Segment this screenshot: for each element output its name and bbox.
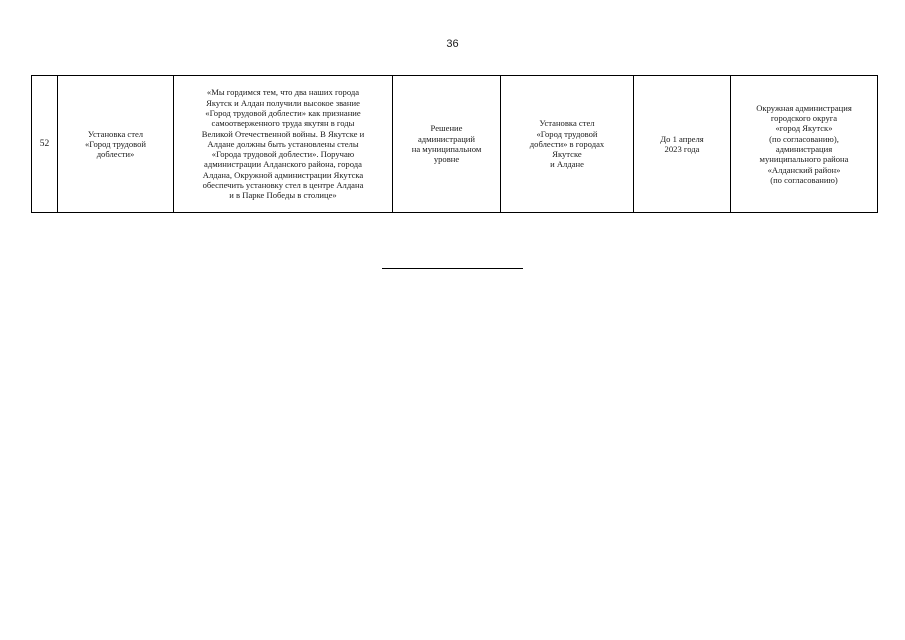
event-name-cell: Установка стел «Город трудовой доблести» bbox=[58, 76, 174, 213]
page-number: 36 bbox=[446, 38, 459, 50]
row-number-cell: 52 bbox=[32, 76, 58, 213]
responsible-cell: Окружная администрация городского округа «город Якутск» (по согласованию), администрация муниципального района «Алданский район» (по согласованию) bbox=[731, 76, 878, 213]
deadline-cell: До 1 апреля 2023 года bbox=[634, 76, 731, 213]
rationale-cell: «Мы гордимся тем, что два наших города Якутск и Алдан получили высокое звание «Город трудовой доблести» как признание самоотверженного труда якутян в годы Великой Отечественной войны. В Якутске и Алдане должны быть установлены стелы «Города трудовой доблести». Поручаю администрации Алданского района, города Алдана, Окружной администрации Якутска обеспечить установку стел в центре Алдана и в Парке Победы в столице» bbox=[174, 76, 393, 213]
measures-table bbox=[31, 75, 878, 213]
end-divider-line bbox=[382, 268, 523, 269]
mechanism-cell: Решение администраций на муниципальном уровне bbox=[393, 76, 501, 213]
table-row bbox=[32, 76, 878, 213]
result-cell: Установка стел «Город трудовой доблести» в городах Якутске и Алдане bbox=[501, 76, 634, 213]
